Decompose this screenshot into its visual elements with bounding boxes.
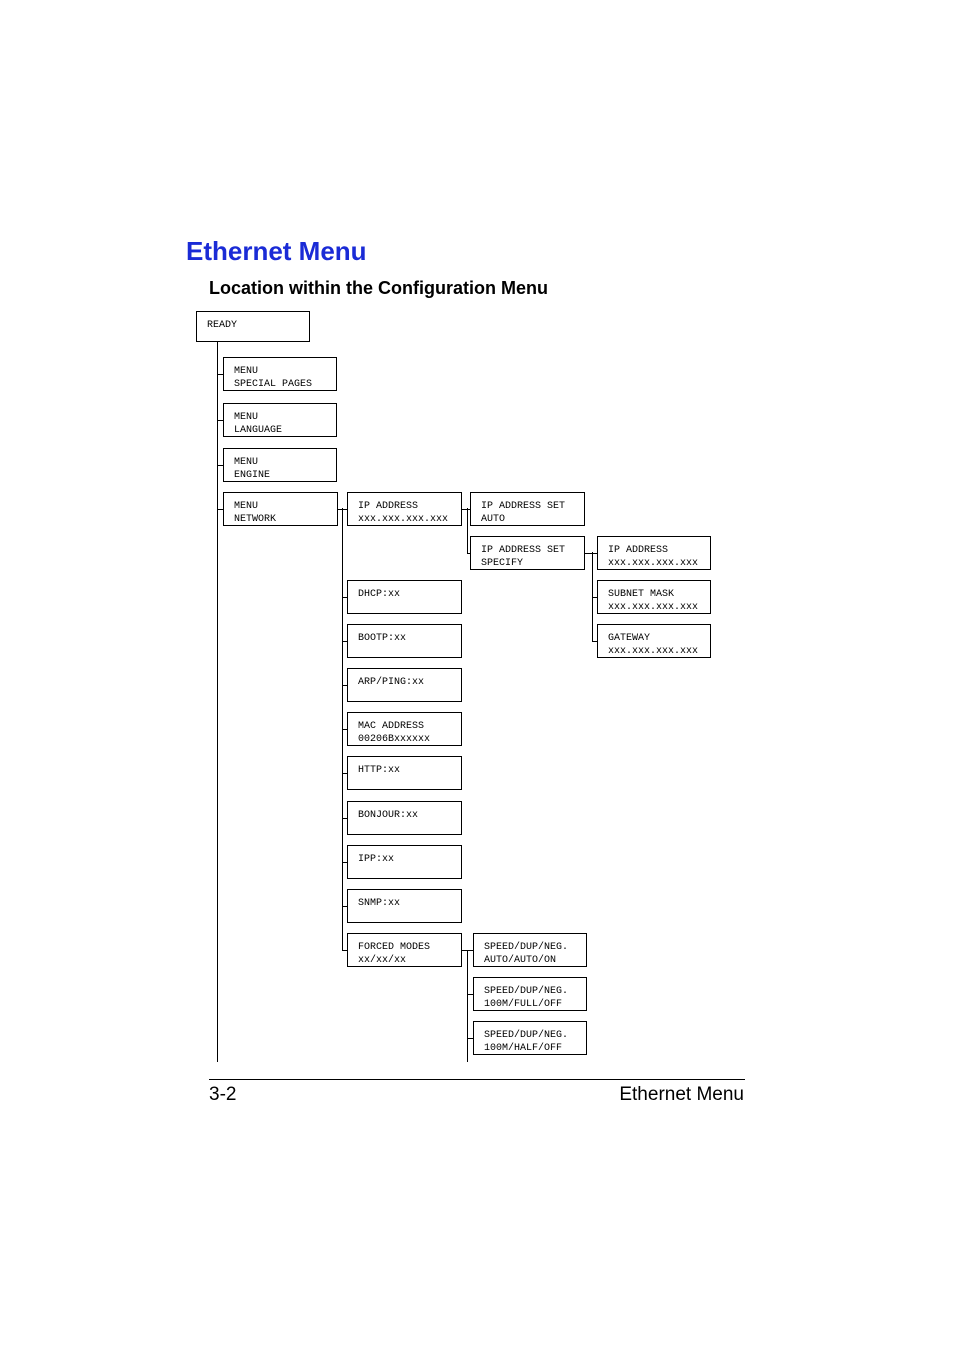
menu-box-line: IP ADDRESS SET (481, 501, 566, 512)
menu-box-line: IP ADDRESS SET (481, 545, 566, 556)
menu-box-line: AUTO/AUTO/ON (484, 954, 557, 966)
branch-connector (462, 509, 470, 510)
menu-box-line: BOOTP:xx (358, 633, 407, 644)
connector-forced-modes-trunk (467, 950, 468, 1062)
branch-connector (467, 994, 473, 995)
menu-box-ip-set-specify (470, 536, 585, 570)
menu-box-line: HTTP:xx (358, 765, 401, 776)
menu-box-engine (223, 448, 337, 482)
menu-box-line: NETWORK (234, 513, 277, 525)
menu-box-speed-auto (473, 933, 587, 967)
menu-box-ip-address (347, 492, 462, 526)
branch-connector (342, 773, 347, 774)
menu-box-line: SUBNET MASK (608, 589, 675, 600)
menu-box-line: FORCED MODES (358, 942, 431, 953)
connector-ready-trunk (217, 341, 218, 1062)
menu-box-http (347, 756, 462, 790)
menu-box-line: SPECIAL PAGES (234, 378, 313, 390)
menu-box-bonjour (347, 801, 462, 835)
menu-box-line: xxx.xxx.xxx.xxx (608, 645, 699, 657)
branch-connector (467, 553, 470, 554)
menu-box-line: AUTO (481, 513, 506, 525)
branch-connector (592, 641, 597, 642)
page-title: Ethernet Menu (186, 236, 367, 266)
branch-connector (342, 685, 347, 686)
branch-connector (342, 597, 347, 598)
menu-box-line: LANGUAGE (234, 424, 283, 436)
menu-box-line: ARP/PING:xx (358, 677, 425, 688)
footer-rule (209, 1079, 745, 1080)
menu-box-speed-100-full (473, 977, 587, 1011)
branch-connector (467, 1038, 473, 1039)
branch-connector (592, 597, 597, 598)
menu-box-line: MENU (234, 412, 259, 423)
branch-connector (342, 818, 347, 819)
menu-box-line: xxx.xxx.xxx.xxx (608, 557, 699, 569)
branch-connector (342, 641, 347, 642)
menu-box-line: ENGINE (234, 469, 271, 481)
branch-connector (585, 553, 597, 554)
menu-box-ip-set-auto (470, 492, 585, 526)
menu-box-line: IP ADDRESS (608, 545, 669, 556)
branch-connector (342, 862, 347, 863)
menu-box-spec-gateway (597, 624, 711, 658)
menu-box-ready (196, 311, 310, 342)
menu-box-speed-100-half (473, 1021, 587, 1055)
branch-connector (342, 906, 347, 907)
menu-box-forced-modes (347, 933, 462, 967)
menu-box-line: SPECIFY (481, 557, 524, 569)
menu-box-line: IPP:xx (358, 854, 395, 865)
menu-box-line: xx/xx/xx (358, 954, 407, 966)
menu-box-line: BONJOUR:xx (358, 810, 419, 821)
menu-box-line: 00206Bxxxxxx (358, 733, 431, 745)
menu-box-language (223, 403, 337, 437)
menu-box-ipp (347, 845, 462, 879)
menu-box-network (223, 492, 338, 526)
menu-box-spec-subnet-mask (597, 580, 711, 614)
menu-box-line: MENU (234, 501, 259, 512)
menu-box-spec-ip-address (597, 536, 711, 570)
footer-section-title: Ethernet Menu (619, 1084, 744, 1105)
menu-box-dhcp (347, 580, 462, 614)
menu-box-line: MENU (234, 366, 259, 377)
menu-box-line: 100M/HALF/OFF (484, 1042, 563, 1054)
menu-box-mac-address (347, 712, 462, 746)
menu-box-line: xxx.xxx.xxx.xxx (608, 601, 699, 613)
section-subtitle: Location within the Configuration Menu (209, 278, 548, 298)
menu-box-line: SNMP:xx (358, 898, 401, 909)
menu-box-line: xxx.xxx.xxx.xxx (358, 513, 449, 525)
connector-ip-address-trunk (467, 508, 468, 553)
menu-box-line: DHCP:xx (358, 589, 401, 600)
branch-connector (338, 509, 347, 510)
menu-box-line: SPEED/DUP/NEG. (484, 1030, 569, 1041)
menu-box-line: MAC ADDRESS (358, 721, 425, 732)
menu-box-line: MENU (234, 457, 259, 468)
page-number: 3-2 (209, 1084, 237, 1105)
branch-connector (342, 950, 347, 951)
menu-box-line: SPEED/DUP/NEG. (484, 986, 569, 997)
menu-box-line: READY (207, 320, 238, 331)
menu-box-arp-ping (347, 668, 462, 702)
branch-connector (462, 950, 473, 951)
menu-box-line: GATEWAY (608, 633, 651, 644)
menu-box-bootp (347, 624, 462, 658)
branch-connector (217, 465, 223, 466)
branch-connector (217, 420, 223, 421)
menu-box-snmp (347, 889, 462, 923)
branch-connector (217, 509, 223, 510)
menu-box-special-pages (223, 357, 337, 391)
menu-box-line: SPEED/DUP/NEG. (484, 942, 569, 953)
menu-box-line: IP ADDRESS (358, 501, 419, 512)
menu-box-line: 100M/FULL/OFF (484, 998, 563, 1010)
branch-connector (342, 729, 347, 730)
branch-connector (217, 374, 223, 375)
